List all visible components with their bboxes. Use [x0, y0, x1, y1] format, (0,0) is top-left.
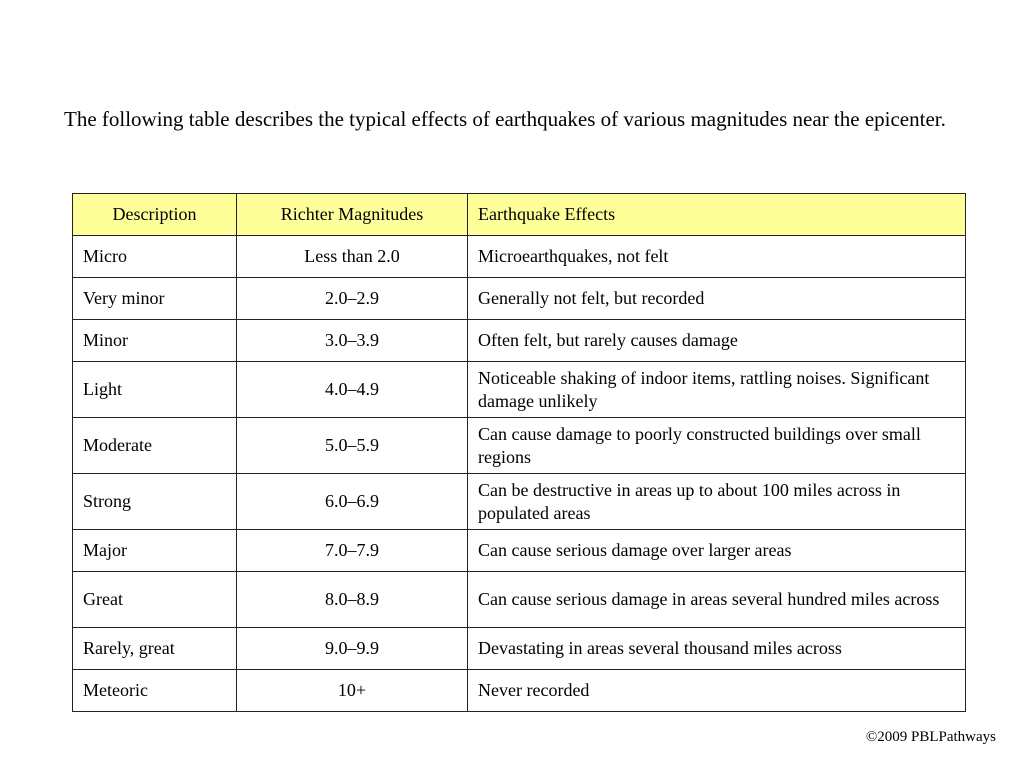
magnitude-cell: 10+	[237, 670, 468, 712]
magnitude-cell: 7.0–7.9	[237, 530, 468, 572]
description-cell: Meteoric	[73, 670, 237, 712]
header-description: Description	[73, 194, 237, 236]
table-row	[73, 320, 966, 362]
intro-text: The following table describes the typical effects of earthquakes of various magnitudes near the epicenter.	[64, 107, 946, 131]
description-cell: Major	[73, 530, 237, 572]
table-row	[73, 474, 966, 530]
effects-cell: Can be destructive in areas up to about 100 miles across in populated areas	[468, 474, 966, 530]
effects-cell: Can cause serious damage over larger areas	[468, 530, 966, 572]
description-cell: Strong	[73, 474, 237, 530]
effects-cell: Never recorded	[468, 670, 966, 712]
description-cell: Light	[73, 362, 237, 418]
effects-cell: Microearthquakes, not felt	[468, 236, 966, 278]
magnitude-cell: Less than 2.0	[237, 236, 468, 278]
magnitude-cell: 8.0–8.9	[237, 572, 468, 628]
effects-cell: Noticeable shaking of indoor items, rattling noises. Significant damage unlikely	[468, 362, 966, 418]
description-cell: Minor	[73, 320, 237, 362]
magnitude-cell: 2.0–2.9	[237, 278, 468, 320]
description-cell: Rarely, great	[73, 628, 237, 670]
table-row	[73, 362, 966, 418]
table-row	[73, 572, 966, 628]
description-cell: Moderate	[73, 418, 237, 474]
header-richter-magnitudes: Richter Magnitudes	[237, 194, 468, 236]
magnitude-cell: 9.0–9.9	[237, 628, 468, 670]
magnitude-cell: 3.0–3.9	[237, 320, 468, 362]
copyright-footer: ©2009 PBLPathways	[865, 729, 996, 745]
earthquake-effects-table	[72, 193, 966, 712]
table-row	[73, 530, 966, 572]
table-row	[73, 278, 966, 320]
magnitude-cell: 5.0–5.9	[237, 418, 468, 474]
magnitude-cell: 4.0–4.9	[237, 362, 468, 418]
table-row	[73, 418, 966, 474]
header-earthquake-effects: Earthquake Effects	[468, 194, 966, 236]
table-row	[73, 236, 966, 278]
magnitude-cell: 6.0–6.9	[237, 474, 468, 530]
description-cell: Great	[73, 572, 237, 628]
description-cell: Micro	[73, 236, 237, 278]
effects-cell: Can cause serious damage in areas several hundred miles across	[468, 572, 966, 628]
table-row	[73, 628, 966, 670]
effects-cell: Devastating in areas several thousand miles across	[468, 628, 966, 670]
table-row	[73, 670, 966, 712]
effects-cell: Generally not felt, but recorded	[468, 278, 966, 320]
effects-cell: Often felt, but rarely causes damage	[468, 320, 966, 362]
description-cell: Very minor	[73, 278, 237, 320]
table-header-row	[73, 194, 966, 236]
effects-cell: Can cause damage to poorly constructed buildings over small regions	[468, 418, 966, 474]
